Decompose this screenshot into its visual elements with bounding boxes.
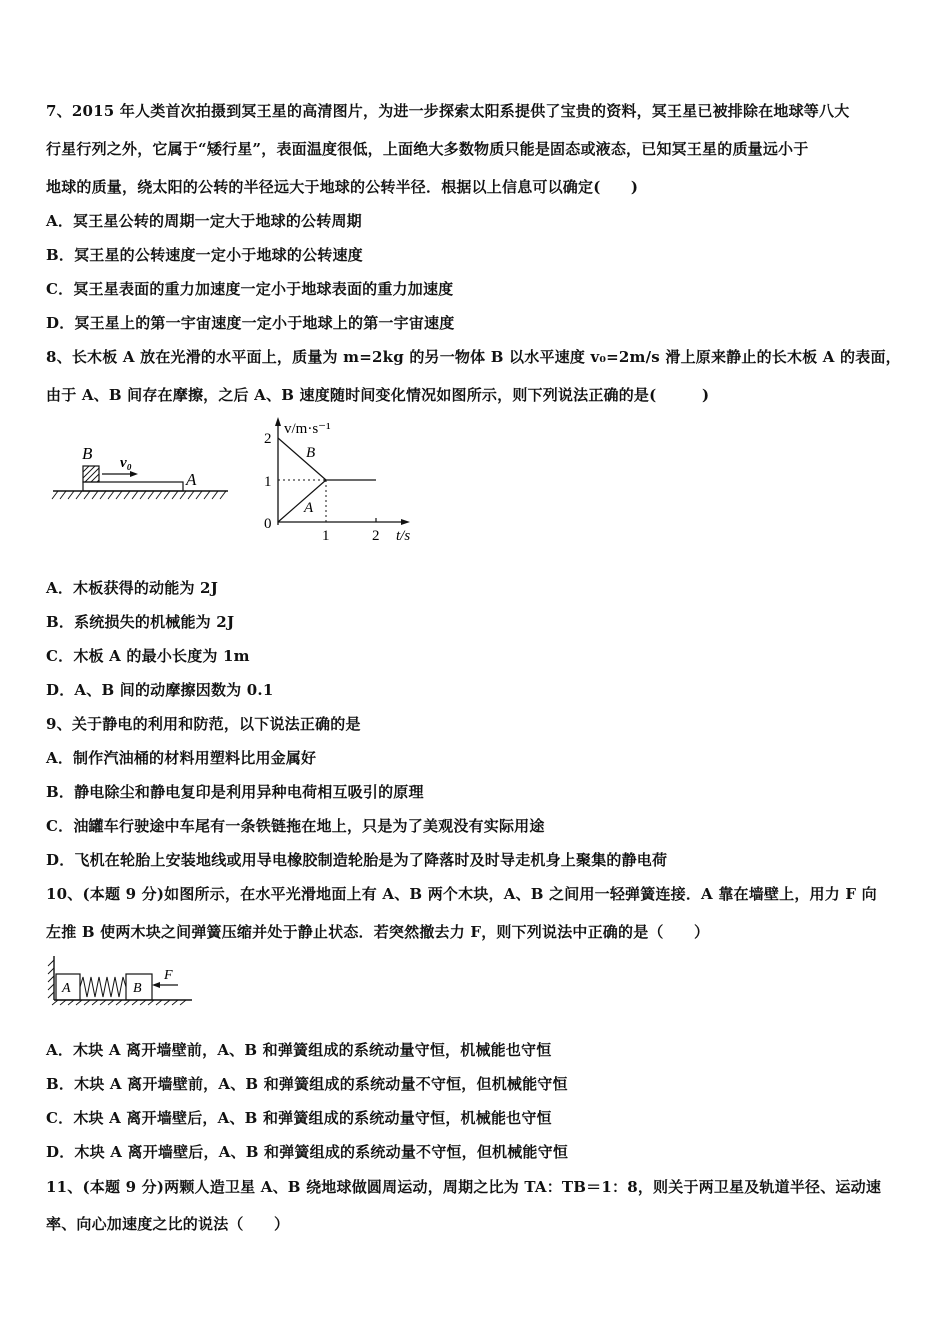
q9-option-a: A．制作汽油桶的材料用塑料比用金属好 (46, 749, 317, 767)
q8-graph-xtick-1: 1 (322, 528, 330, 544)
q10-label-a: A (62, 981, 71, 996)
q9-option-d: D．飞机在轮胎上安装地线或用导电橡胶制造轮胎是为了降落时及时导走机身上聚集的静电荷 (46, 851, 668, 869)
q9-option-c: C．油罐车行驶途中车尾有一条铁链拖在地上，只是为了美观没有实际用途 (46, 817, 545, 835)
q8-graph-xtick-2: 2 (372, 528, 380, 544)
q10-option-c: C．木块 A 离开墙壁后，A、B 和弹簧组成的系统动量守恒，机械能也守恒 (46, 1109, 552, 1127)
q10-spring-figure (44, 952, 199, 1007)
q10-label-b: B (133, 981, 142, 996)
q8-graph-ylabel: v/m·s⁻¹ (284, 421, 331, 437)
q8-graph-xlabel: t/s (396, 528, 411, 544)
q8-option-a: A．木板获得的动能为 2J (46, 579, 218, 597)
q7-option-b: B．冥王星的公转速度一定小于地球的公转速度 (46, 246, 363, 264)
q11-stem-line2: 率、向心加速度之比的说法（ ） (46, 1215, 290, 1233)
q8-option-d: D．A、B 间的动摩擦因数为 0.1 (46, 681, 274, 699)
q7-stem-line2: 行星行列之外，它属于“矮行星”，表面温度很低，上面绝大多数物质只能是固态或液态，已知冥王星的质量远小于 (46, 140, 809, 158)
q7-option-d: D．冥王星上的第一宇宙速度一定小于地球上的第一宇宙速度 (46, 314, 455, 332)
q8-graph-label-b: B (306, 445, 316, 461)
q7-stem-line1: 7、2015 年人类首次拍摄到冥王星的高清图片，为进一步探索太阳系提供了宝贵的资料，冥王星已被排除在地球等八大 (46, 102, 850, 120)
q8-vt-graph (258, 415, 428, 550)
q10-spring (80, 977, 126, 997)
q7-stem-line3: 地球的质量，绕太阳的公转的半径远大于地球的公转半径．根据以上信息可以确定( ) (46, 178, 639, 196)
q8-graph-ytick-0: 0 (264, 516, 272, 532)
q8-board-figure (50, 440, 235, 510)
q9-stem: 9、关于静电的利用和防范，以下说法正确的是 (46, 715, 361, 733)
q10-option-a: A．木块 A 离开墙壁前，A、B 和弹簧组成的系统动量守恒，机械能也守恒 (46, 1041, 552, 1059)
q10-stem-line2: 左推 B 使两木块之间弹簧压缩并处于静止状态．若突然撤去力 F，则下列说法中正确的是（ ） (46, 923, 710, 941)
q9-option-b: B．静电除尘和静电复印是利用异种电荷相互吸引的原理 (46, 783, 424, 801)
q8-graph-ytick-1: 1 (264, 474, 272, 490)
q8-graph-label-a: A (304, 500, 314, 516)
q8-stem-line1: 8、长木板 A 放在光滑的水平面上，质量为 m=2kg 的另一物体 B 以水平速度 v₀=2m/s 滑上原来静止的长木板 A 的表面， (46, 348, 901, 366)
q7-option-c: C．冥王星表面的重力加速度一定小于地球表面的重力加速度 (46, 280, 454, 298)
q8-stem-line2: 由于 A、B 间存在摩擦，之后 A、B 速度随时间变化情况如图所示，则下列说法正确的是( ) (46, 386, 710, 404)
q8-option-b: B．系统损失的机械能为 2J (46, 613, 235, 631)
q8-fig-label-v0: v₀ (120, 455, 132, 471)
q8-graph-line-a (278, 480, 326, 522)
q10-option-b: B．木块 A 离开墙壁前，A、B 和弹簧组成的系统动量不守恒，但机械能守恒 (46, 1075, 568, 1093)
q10-option-d: D．木块 A 离开墙壁后，A、B 和弹簧组成的系统动量不守恒，但机械能守恒 (46, 1143, 569, 1161)
q7-option-a: A．冥王星公转的周期一定大于地球的公转周期 (46, 212, 362, 230)
q10-label-f: F (164, 968, 173, 983)
q11-stem-line1: 11、(本题 9 分)两颗人造卫星 A、B 绕地球做圆周运动，周期之比为 TA：TB＝1：8，则关于两卫星及轨道半径、运动速 (46, 1178, 882, 1196)
q8-graph-line-b (278, 438, 326, 480)
q8-option-c: C．木板 A 的最小长度为 1m (46, 647, 250, 665)
q8-fig-label-a: A (186, 470, 197, 489)
q10-stem-line1: 10、(本题 9 分)如图所示，在水平光滑地面上有 A、B 两个木块，A、B 之间用一轻弹簧连接．A 靠在墙壁上，用力 F 向 (46, 885, 877, 903)
q8-graph-ytick-2: 2 (264, 431, 272, 447)
q8-fig-label-b: B (82, 444, 93, 463)
